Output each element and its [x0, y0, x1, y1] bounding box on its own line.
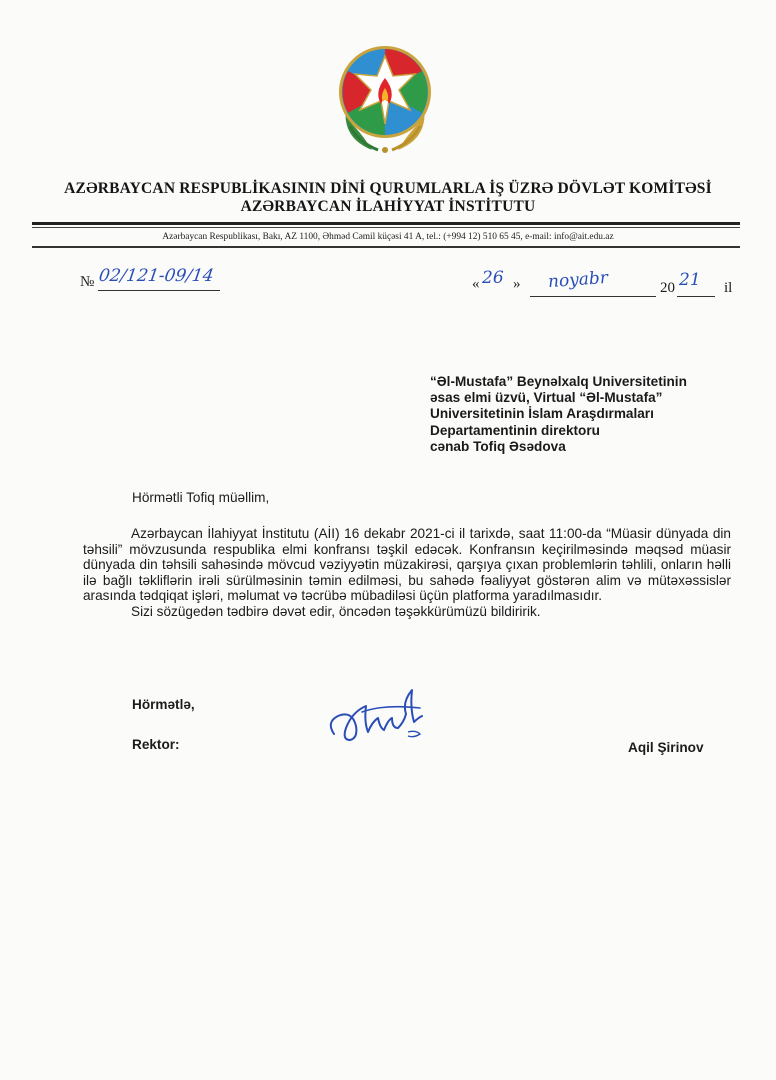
signer-position: Rektor:	[132, 737, 180, 752]
signer-name: Aqil Şirinov	[628, 740, 704, 755]
body-paragraph: Azərbaycan İlahiyyat İnstitutu (AİI) 16 dekabr 2021-ci il tarixdə, saat 11:00-da “Müasir dünyada din təhsili” mövzusunda respublika elmi konfransı təşkil edəcək. Konfransın keçirilməsində məqsəd müasir dünyada din təhsili sahəsində mövcud vəziyyətin müzakirəsi, qarşıya çıxan problemlərin təhlili, onların həlli ilə bağlı təkliflərin irəli sürülməsinin təmin edilməsi, bu sahədə fəaliyyət göstərən alim və mütəxəssislər arasında tədqiqat işləri, məlumat və təcrübə mübadiləsi üçün platforma yaradılmasıdır.	[83, 526, 731, 604]
addressee-line: əsas elmi üzvü, Virtual “Əl-Mustafa”	[430, 390, 663, 406]
date-year-prefix: 20	[660, 280, 675, 296]
date-quote-close: »	[513, 276, 521, 292]
address-divider	[32, 246, 740, 248]
addressee-line: Departamentinin direktoru	[430, 422, 600, 438]
date-year: 21	[679, 270, 701, 290]
closing-regards: Hörmətlə,	[132, 697, 195, 712]
date-month: noyabr	[547, 267, 609, 293]
addressee-line: “Əl-Mustafa” Beynəlxalq Universitetinin	[430, 374, 687, 389]
letter-body	[83, 526, 731, 620]
date-day: 26	[482, 268, 504, 288]
contact-address: Azərbaycan Respublikası, Bakı, AZ 1100, Əhməd Cəmil küçəsi 41 A, tel.: (+994 12) 510 65 45, e-mail: info@ait.edu.az	[162, 232, 614, 242]
institute-name: AZƏRBAYCAN İLAHİYYAT İNSTİTUTU	[240, 198, 536, 215]
header-divider	[32, 222, 740, 225]
date-quote-open: «	[472, 276, 480, 292]
reference-number: 02/121-09/14	[97, 266, 215, 286]
header-divider-thin	[32, 227, 740, 228]
year-underline	[677, 296, 715, 297]
salutation: Hörmətli Tofiq müəllim,	[132, 490, 270, 505]
state-emblem-icon	[332, 38, 438, 158]
month-underline	[530, 296, 656, 297]
number-underline	[98, 290, 220, 291]
addressee-line: cənab Tofiq Əsədova	[430, 438, 566, 454]
addressee-block	[430, 374, 730, 455]
body-paragraph: Sizi sözügedən tədbirə dəvət edir, öncədən təşəkkürümüzü bildiririk.	[131, 603, 541, 619]
date-il: il	[724, 280, 733, 296]
addressee-line: Universitetinin İslam Araşdırmaları	[430, 406, 654, 422]
issuing-authority: AZƏRBAYCAN RESPUBLİKASININ DİNİ QURUMLARLA İŞ ÜZRƏ DÖVLƏT KOMİTƏSİ	[64, 180, 712, 197]
handwritten-signature	[322, 682, 432, 752]
number-label: №	[80, 274, 95, 290]
